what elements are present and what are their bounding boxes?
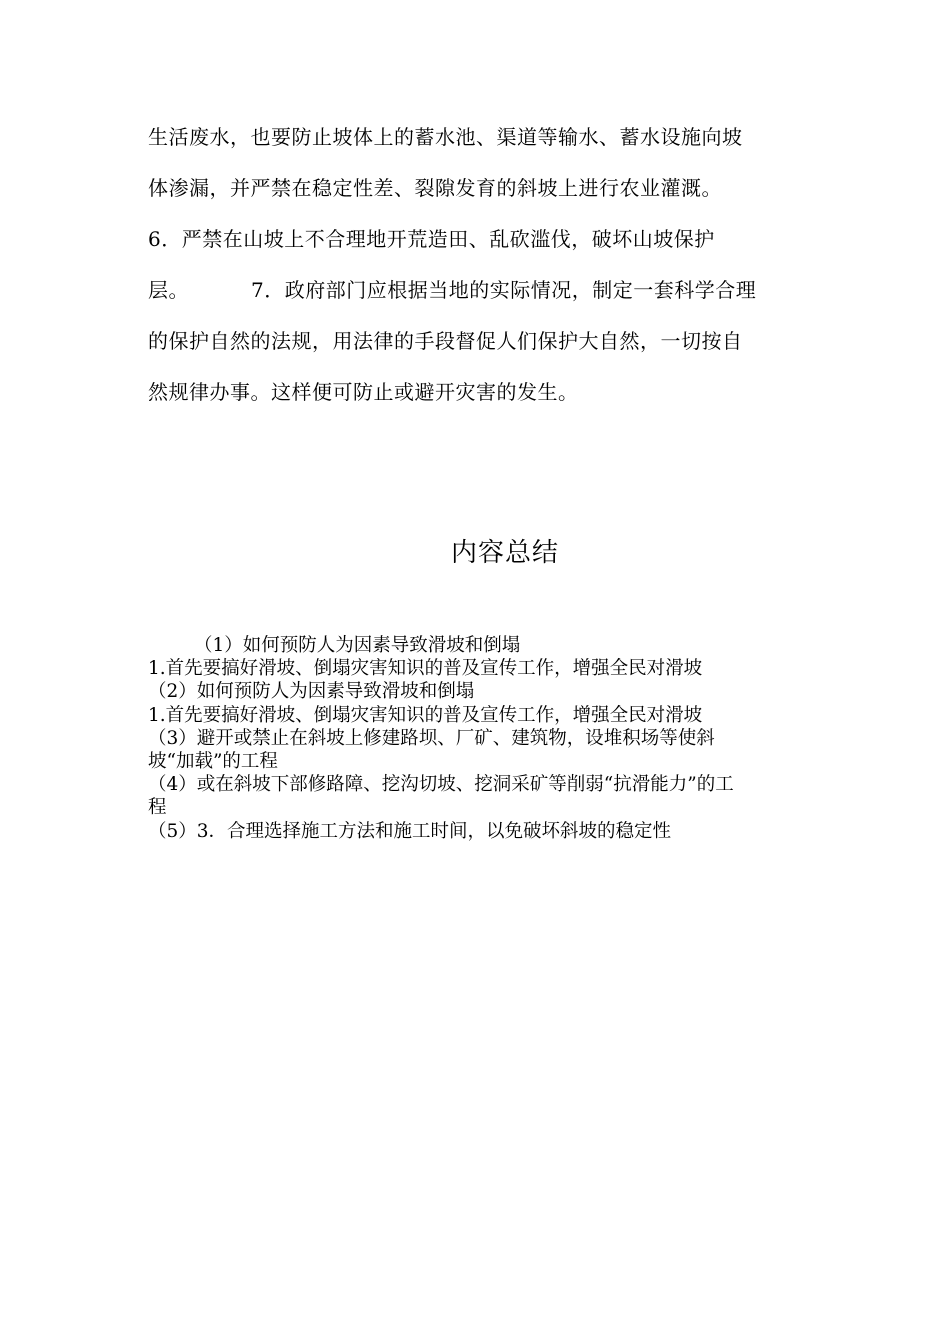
body-text bbox=[148, 119, 808, 425]
summary-item: 1.首先要搞好滑坡、倒塌灾害知识的普及宣传工作，增强全民对滑坡 bbox=[148, 704, 703, 726]
body-line: 体渗漏，并严禁在稳定性差、裂隙发育的斜坡上进行农业灌溉。 bbox=[148, 176, 722, 200]
summary-item: 1.首先要搞好滑坡、倒塌灾害知识的普及宣传工作，增强全民对滑坡 bbox=[148, 658, 703, 680]
body-line-part: 7．政府部门应根据当地的实际情况，制定一套科学合理 bbox=[251, 278, 757, 302]
summary-item: （3）避开或禁止在斜坡上修建路坝、厂矿、建筑物，设堆积场等使斜 bbox=[148, 727, 715, 749]
body-line: 6．严禁在山坡上不合理地开荒造田、乱砍滥伐，破坏山坡保护 bbox=[148, 227, 715, 251]
summary-item: （5）3．合理选择施工方法和施工时间，以免破坏斜坡的稳定性 bbox=[148, 820, 672, 842]
summary-item: （2）如何预防人为因素导致滑坡和倒塌 bbox=[148, 681, 475, 703]
summary-item: 程 bbox=[148, 797, 167, 819]
summary-list bbox=[148, 634, 808, 843]
body-line: 的保护自然的法规，用法律的手段督促人们保护大自然，一切按自 bbox=[148, 329, 743, 353]
summary-title: 内容总结 bbox=[450, 538, 559, 568]
summary-item: （1）如何预防人为因素导致滑坡和倒塌 bbox=[194, 635, 521, 656]
summary-item: （4）或在斜坡下部修路障、挖沟切坡、挖洞采矿等削弱“抗滑能力”的工 bbox=[148, 774, 734, 796]
body-line: 生活废水，也要防止坡体上的蓄水池、渠道等输水、蓄水设施向坡 bbox=[148, 125, 743, 149]
body-line-part: 层。 bbox=[148, 278, 189, 302]
summary-item: 坡“加载”的工程 bbox=[148, 751, 278, 773]
body-line: 然规律办事。这样便可防止或避开灾害的发生。 bbox=[148, 380, 579, 404]
body-line-combined bbox=[148, 272, 808, 323]
